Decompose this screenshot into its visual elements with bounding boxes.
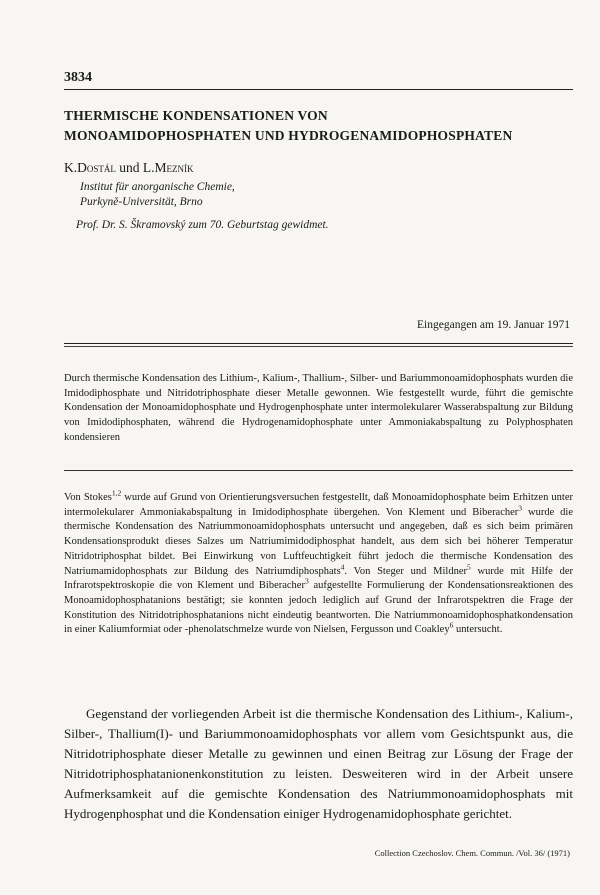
author-2: L.Mezník — [142, 160, 194, 175]
abstract-rule-bottom — [64, 470, 573, 471]
abstract-rule-top — [64, 343, 573, 344]
intro-text: aufgestellte Formulierung der Kondensationsreaktionen des Monoamidophosphatanions bestätigt; sie konnten jedoch lediglich auf Grund der Infrarotspektren die Frage der Konstitution des Nitridotriphosphatanions nicht eindeutig beantworten. Die Natriummonoamidophosphatkondensation in einer Kaliumformiat oder -phenolatschmelze wurde von Nielsen, Fergusson und Coakley — [64, 580, 573, 636]
abstract-rule-top-thin — [64, 346, 573, 347]
citation: 5 — [467, 562, 471, 572]
intro-text: . Von Steger und Mildner — [344, 565, 467, 577]
citation: 3 — [518, 503, 523, 513]
intro-text: wurde auf Grund von Orientierungsversuchen festgestellt, daß Monoamidophosphate beim Erhitzen unter intermolekularer Ammoniakabspaltung in Imidodiphosphate übergehen. Von Klement und Biberacher — [64, 492, 573, 518]
authors — [64, 160, 194, 176]
title-line-2: MONOAMIDOPHOSPHATEN UND HYDROGENAMIDOPHOSPHATEN — [64, 128, 513, 143]
citation: 1,2 — [111, 488, 122, 498]
journal-footer: Collection Czechoslov. Chem. Commun. /Vol. 36/ (1971) — [374, 848, 570, 858]
title-line-1: THERMISCHE KONDENSATIONEN VON — [64, 108, 328, 123]
header-rule — [64, 89, 573, 90]
author-conjunction: und — [115, 160, 143, 175]
intro-text: untersucht. — [453, 624, 503, 636]
citation: 4 — [340, 562, 345, 572]
intro-paragraph — [64, 488, 573, 638]
abstract: Durch thermische Kondensation des Lithium-, Kalium-, Thallium-, Silber- und Bariummonoamidophosphats wurden die Imidodiphosphate und Nitridotriphosphate dieser Metalle gewonnen. Wie festgestellt wurde, führt die gemischte Kondensation der Monoamidophosphate und Hydrogenphosphate unter intermolekularer Wasserabspaltung zur Bildung von Imidodiphosphaten, während die Hydrogenamidophosphate unter Ammoniakabspaltung zu Polyphosphaten kondensieren — [64, 373, 573, 443]
affiliation-line-1: Institut für anorganische Chemie, — [80, 181, 235, 193]
citation: 3 — [304, 576, 309, 586]
dedication: Prof. Dr. S. Škramovský zum 70. Geburtstag gewidmet. — [76, 219, 329, 231]
affiliation-line-2: Purkyně-Universität, Brno — [80, 196, 203, 208]
article-title — [64, 106, 584, 146]
page-number: 3834 — [64, 70, 92, 85]
author-1: K.Dostál — [64, 160, 116, 175]
intro-text: Von Stokes — [64, 492, 112, 503]
body-paragraph: Gegenstand der vorliegenden Arbeit ist die thermische Kondensation des Lithium-, Kalium-, Silber-, Thallium(I)- und Bariummonoamidophosphats vor allem vom Gesichtspunkt aus, die Nitridotriphosphate dieser Metalle zu gewinnen und einen Beitrag zur Lösung der Frage der Nitridotriphosphatanionenkonstitution zu leisten. Desweiteren wird in der Arbeit unsere Aufmerksamkeit auf die gemischte Kondensation des Natriummonoamidophosphats mit Hydrogenphosphat und die Kondensation einiger Hydrogenamidophosphate gerichtet. — [64, 706, 573, 821]
received-date: Eingegangen am 19. Januar 1971 — [417, 319, 570, 331]
affiliation — [80, 180, 235, 210]
citation: 6 — [449, 620, 454, 630]
intro-text: wurde die thermische Kondensation des Natriummonoamidophosphats untersucht und angegeben, daß es sich beim primären Kondensationsprodukt dieses Salzes um Natriumimidodiphosphat handelt, aus dem sich bei höherer Temperatur Nitridotriphosphat bildet. Bei Einwirkung von Luftfeuchtigkeit führt jedoch die thermische Kondensation des Natriumamidophosphats zur Bildung des Natriumdiphosphats — [64, 506, 573, 577]
intro-text: wurde mit Hilfe der Infrarotspektroskopie die von Klement und Biberacher — [64, 565, 573, 592]
